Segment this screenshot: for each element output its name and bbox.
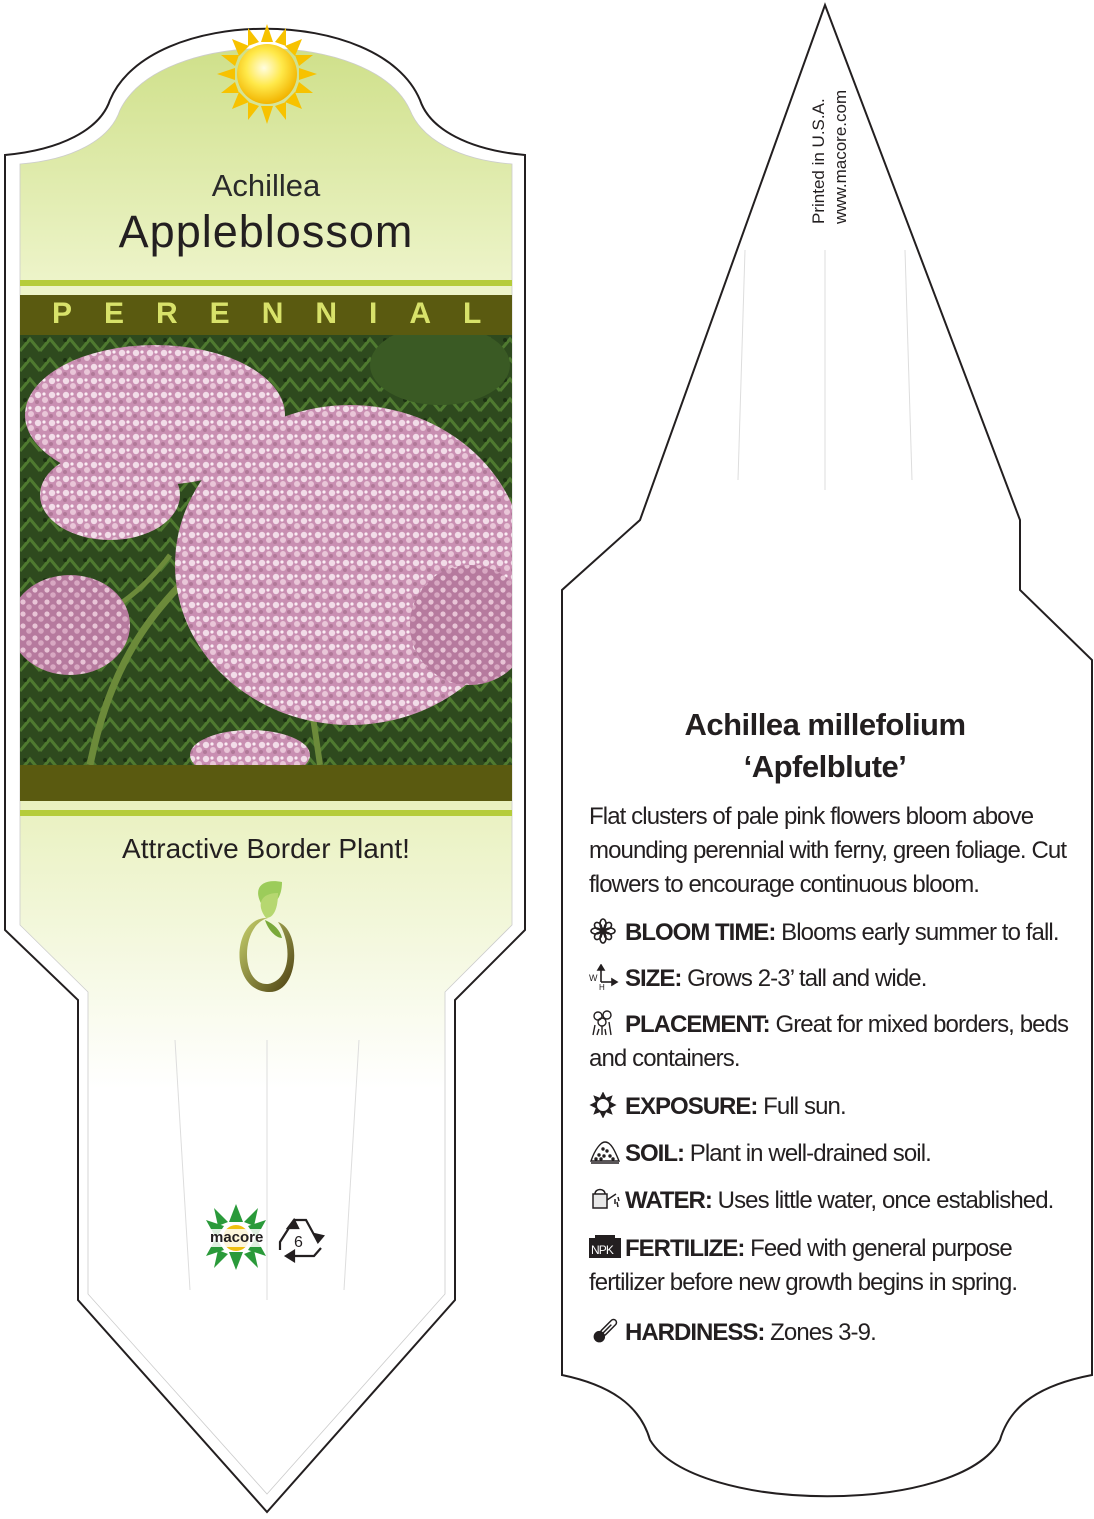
care-label: BLOOM TIME: xyxy=(625,919,776,946)
flower-icon xyxy=(589,918,621,944)
npk-icon xyxy=(589,1234,621,1260)
variety-name: ‘Apfelblute’ xyxy=(743,749,907,784)
sun-icon xyxy=(589,1092,621,1118)
svg-text:W: W xyxy=(589,973,597,983)
care-size xyxy=(589,962,1069,996)
plant-photo xyxy=(20,335,512,765)
placement-icon xyxy=(589,1010,621,1036)
cultivar-name: Appleblossom xyxy=(118,206,414,257)
scientific-name-block xyxy=(560,704,1090,788)
slogan: Attractive Border Plant! xyxy=(122,833,410,864)
care-text: Full sun. xyxy=(757,1093,846,1120)
printed-label: Printed in U.S.A. xyxy=(809,98,828,224)
care-soil xyxy=(589,1137,1069,1171)
care-text: Grows 2-3’ tall and wide. xyxy=(681,965,927,992)
svg-text:NPK: NPK xyxy=(591,1243,613,1257)
photo-bottom-band xyxy=(20,765,512,801)
category-banner xyxy=(20,295,512,335)
svg-text:H: H xyxy=(599,983,604,990)
care-label: WATER: xyxy=(625,1187,712,1214)
category-label: PERENNIAL xyxy=(52,297,514,330)
care-water xyxy=(589,1184,1069,1218)
thermometer-icon xyxy=(589,1318,621,1344)
care-text: Plant in well-drained soil. xyxy=(684,1140,931,1167)
sun-icon xyxy=(217,24,317,124)
care-text: Zones 3-9. xyxy=(764,1319,876,1346)
care-placement xyxy=(589,1008,1069,1076)
watering-can-icon xyxy=(589,1186,621,1212)
soil-icon xyxy=(589,1139,621,1165)
care-text: Blooms early summer to fall. xyxy=(775,919,1059,946)
website-label: www.macore.com xyxy=(831,89,850,224)
care-label: SIZE: xyxy=(625,965,682,992)
care-label: SOIL: xyxy=(625,1140,684,1167)
care-bloom-time xyxy=(589,916,1069,950)
plant-description: Flat clusters of pale pink flowers bloom above mounding perennial with ferny, green foliage. Cut flowers to encourage continuous bloom. xyxy=(589,803,1067,898)
care-text: Great for mixed borders, beds and containers. xyxy=(589,1011,1069,1072)
care-label: HARDINESS: xyxy=(625,1319,765,1346)
care-text: Uses little water, once established. xyxy=(711,1187,1054,1214)
care-label: PLACEMENT: xyxy=(625,1011,770,1038)
care-label: FERTILIZE: xyxy=(625,1235,745,1262)
care-exposure xyxy=(589,1090,1069,1124)
brand-name: macore xyxy=(210,1229,264,1246)
care-label: EXPOSURE: xyxy=(625,1093,758,1120)
care-text: Feed with general purpose fertilizer before new growth begins in spring. xyxy=(589,1235,1018,1296)
recycle-code: 6 xyxy=(294,1234,303,1251)
care-hardiness xyxy=(589,1316,1069,1350)
care-fertilize xyxy=(589,1232,1069,1300)
size-icon xyxy=(589,964,621,990)
printed-info xyxy=(808,90,852,224)
genus-name: Achillea xyxy=(211,168,321,203)
scientific-name: Achillea millefolium xyxy=(684,707,966,742)
